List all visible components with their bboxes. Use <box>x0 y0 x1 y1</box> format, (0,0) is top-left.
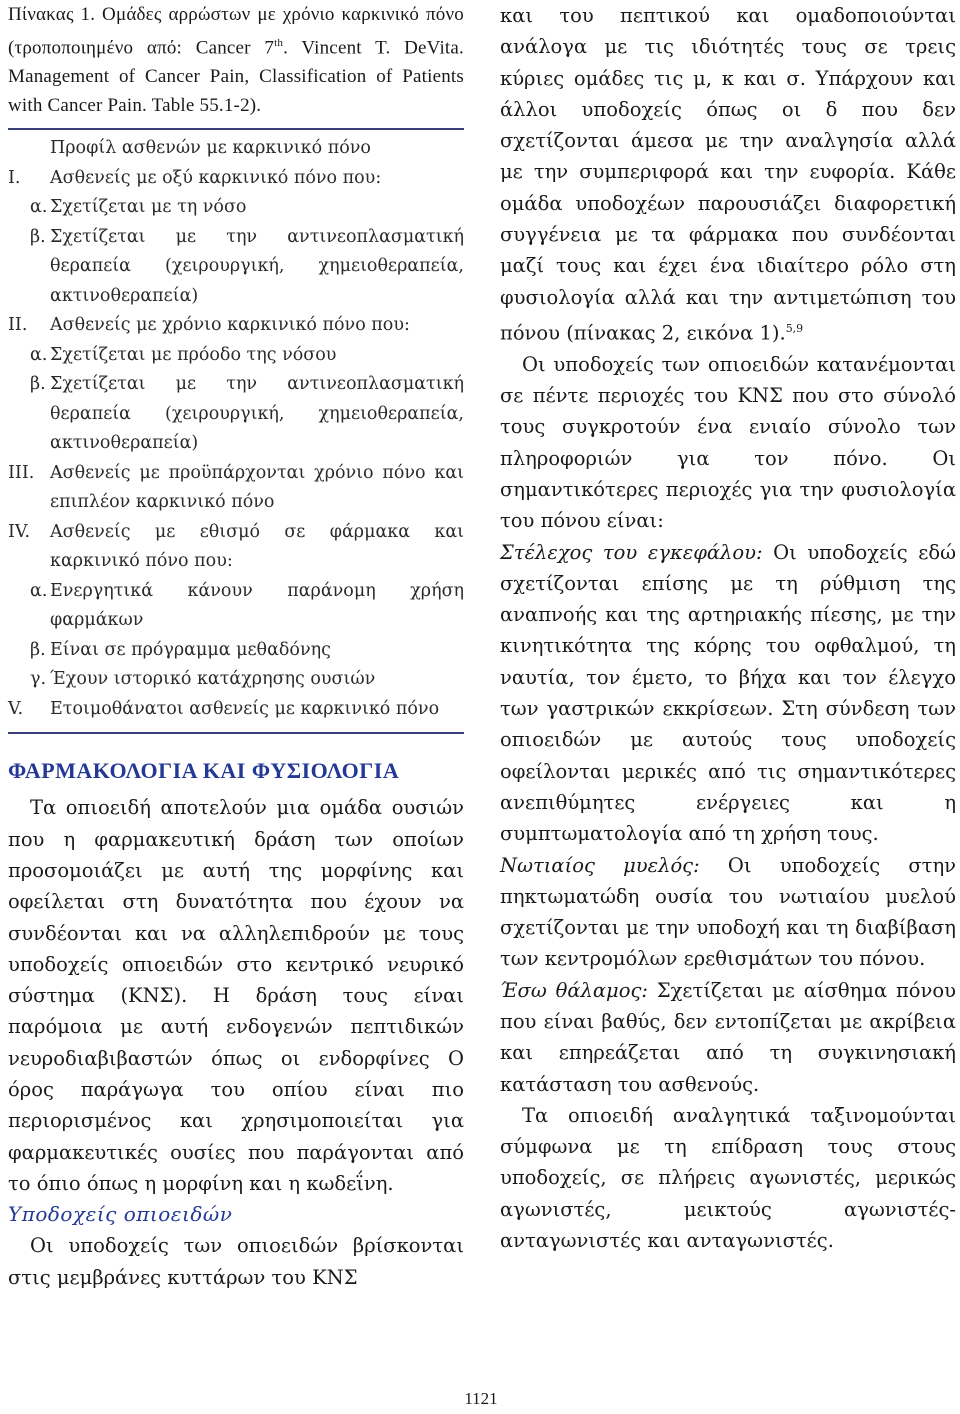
section-heading: ΦΑΡΜΑΚΟΛΟΓΙΑ ΚΑΙ ΦΥΣΙΟΛΟΓΙΑ <box>8 758 400 784</box>
table-item <box>8 193 464 223</box>
table-group <box>8 695 464 725</box>
reference-superscript: 5,9 <box>785 321 804 335</box>
caption-superscript: th <box>274 37 284 49</box>
right-column <box>500 0 956 1256</box>
item-letter: β. <box>30 374 46 395</box>
intro-paragraph: Τα οπιοειδή αποτελούν μια ομάδα ουσιών που η φαρμακευτική δράση των οποίων προσομοιάζει με αυτή της μορφίνης και οφείλεται στη δυνατότητα που έχουν να συνδέονται και να αλληλεπιδρούν με τους υποδοχείς οπιοειδών στο κεντρικό νευρικό σύστημα (ΚΝΣ). Η δράση τους είναι παρόμοια με αυτή ενδογενών πεπτιδικών νευροδιαβιβαστών όπως οι ενδορφίνες Ο όρος παράγωγα του οπίου είναι πιο περιορισμένος και χρησιμοποιείται για φαρμακευτικές ουσίες που παράγονται από το όπιο όπως η μορφίνη και η κωδεΐνη. <box>8 796 464 1195</box>
thalamus-term: Έσω θάλαμος: <box>500 978 648 1002</box>
group-text: Ετοιμοθάνατοι ασθενείς με καρκινικό πόνο <box>50 698 440 719</box>
group-number: V. <box>8 698 24 719</box>
patient-profile-table <box>8 134 464 724</box>
spinal-cord-term: Νωτιαίος μυελός: <box>500 853 700 877</box>
item-letter: α. <box>30 344 48 365</box>
receptors-paragraph-start: Οι υποδοχείς των οπιοειδών βρίσκονται στις μεμβράνες κυττάρων του ΚΝΣ <box>8 1234 464 1289</box>
table-title: Προφίλ ασθενών με καρκινικό πόνο <box>50 138 371 159</box>
brainstem-text: Οι υποδοχείς εδώ σχετίζονται επίσης με τη ρύθμιση της αναπνοής και της αρτηριακής πίεσης, με την κινητικότητα της κόρης του οφθαλμού, τη ναυτία, τον έμετο, το βήχα και τον έλεγχο των γαστρικών εκκρίσεων. Στη σύνδεση των οπιοειδών με αυτούς τους υποδοχείς οφείλονται μερικές από τις σημαντικότερες ανεπιθύμητες ενέργειες και η συμπτωματολογία από τη χρήση τους. <box>500 540 956 846</box>
item-letter: β. <box>30 226 46 247</box>
group-number: III. <box>8 462 35 483</box>
table-item <box>8 370 464 459</box>
table-item <box>8 341 464 371</box>
item-letter: α. <box>30 197 48 218</box>
item-letter: γ. <box>30 669 47 690</box>
group-text: Ασθενείς με χρόνιο καρκινικό πόνο που: <box>50 315 410 336</box>
table-group <box>8 518 464 577</box>
spinal-cord-text: Οι υποδοχείς στην πηκτωματώδη ουσία του νωτιαίου μυελού σχετίζονται με την υποδοχή και τη διαβίβαση των κεντρομόλων ερεθισμάτων του πόνου. <box>500 853 957 971</box>
table-item <box>8 636 464 666</box>
page-number: 1121 <box>464 1389 498 1408</box>
group-number: II. <box>8 315 28 336</box>
item-text: Σχετίζεται με την αντινεοπλασματική θεραπεία (χειρουργική, χημειοθεραπεία, ακτινοθεραπεία) <box>50 226 464 306</box>
item-text: Είναι σε πρόγραμμα μεθαδόνης <box>50 639 331 660</box>
table-group <box>8 311 464 341</box>
item-letter: β. <box>30 639 46 660</box>
thalamus-paragraph <box>500 975 956 1100</box>
table-caption <box>8 0 464 120</box>
group-number: IV. <box>8 521 31 542</box>
subheading-receptors: Υποδοχείς οπιοειδών <box>8 1202 233 1227</box>
item-text: Σχετίζεται με την αντινεοπλασματική θεραπεία (χειρουργική, χημειοθεραπεία, ακτινοθεραπεία) <box>50 374 464 454</box>
areas-paragraph: Οι υποδοχείς των οπιοειδών κατανέμονται σε πέντε περιοχές του ΚΝΣ που στο σύνολό τους συγκροτούν ένα ενιαίο σύνολο των πληροφοριών για τον πόνο. Οι σημαντικότερες περιοχές για την φυσιολογία του πόνου είναι: <box>500 352 956 533</box>
table-bottom-rule <box>8 732 464 734</box>
brainstem-paragraph <box>500 537 956 850</box>
item-text: Έχουν ιστορικό κατάχρησης ουσιών <box>50 669 376 690</box>
table-item <box>8 223 464 312</box>
group-text: Ασθενείς με εθισμό σε φάρμακα και καρκινικό πόνο που: <box>50 521 464 572</box>
brainstem-term: Στέλεχος του εγκεφάλου: <box>500 540 763 564</box>
thalamus-text: Σχετίζεται με αίσθημα πόνου που είναι βαθύς, δεν εντοπίζεται με ακρίβεια και επηρεάζεται από τη συγκινησιακή κατάσταση του ασθενούς. <box>500 978 956 1096</box>
table-group <box>8 164 464 194</box>
table-top-rule <box>8 128 464 130</box>
left-column <box>8 0 464 1293</box>
receptors-text: και του πεπτικού και ομαδοποιούνται ανάλογα με τις ιδιότητές τους σε τρεις κύριες ομάδες τις μ, κ και σ. Υπάρχουν και άλλοι υποδοχείς όπως οι δ που δεν σχετίζονται άμεσα με την αναλγησία αλλά με την συμπεριφορά και την ευφορία. Κάθε ομάδα υποδοχέων παρουσιάζει διαφορετική συγγένεια με τα φάρμακα που συνδέονται μαζί τους και έχει ένα ιδιαίτερο ρόλο στη φυσιολογία αλλά και την αντιμετώπιση του πόνου (πίνακας 2, εικόνα 1). <box>500 4 956 345</box>
receptors-paragraph-continued <box>500 0 956 349</box>
item-text: Σχετίζεται με πρόοδο της νόσου <box>50 344 337 365</box>
group-text: Ασθενείς με οξύ καρκινικό πόνο που: <box>50 167 382 188</box>
caption-text: Πίνακας 1. Ομάδες αρρώστων με χρόνιο καρκινικό πόνο (τροποποιημένο από: Cancer 7 <box>8 4 464 59</box>
table-item <box>8 665 464 695</box>
table-group <box>8 459 464 518</box>
group-text: Ασθενείς με προϋπάρχονται χρόνιο πόνο και επιπλέον καρκινικό πόνο <box>50 462 464 513</box>
item-text: Ενεργητικά κάνουν παράνομη χρήση φαρμάκων <box>50 580 464 631</box>
classification-paragraph: Τα οπιοειδή αναλγητικά ταξινομούνται σύμφωνα με τη επίδραση τους στους υποδοχείς, σε πλήρεις αγωνιστές, μερικώς αγωνιστές, μεικτούς αγωνιστές-ανταγωνιστές και ανταγωνιστές. <box>500 1103 956 1253</box>
item-text: Σχετίζεται με τη νόσο <box>50 197 247 218</box>
group-number: I. <box>8 167 21 188</box>
item-letter: α. <box>30 580 48 601</box>
caption-text-tail: . Vincent T. DeVita. Management of Cancer Pain, Classification of Patients with Cancer Pain. Table 55.1-2). <box>8 37 464 117</box>
table-item <box>8 577 464 636</box>
spinal-cord-paragraph <box>500 850 956 975</box>
